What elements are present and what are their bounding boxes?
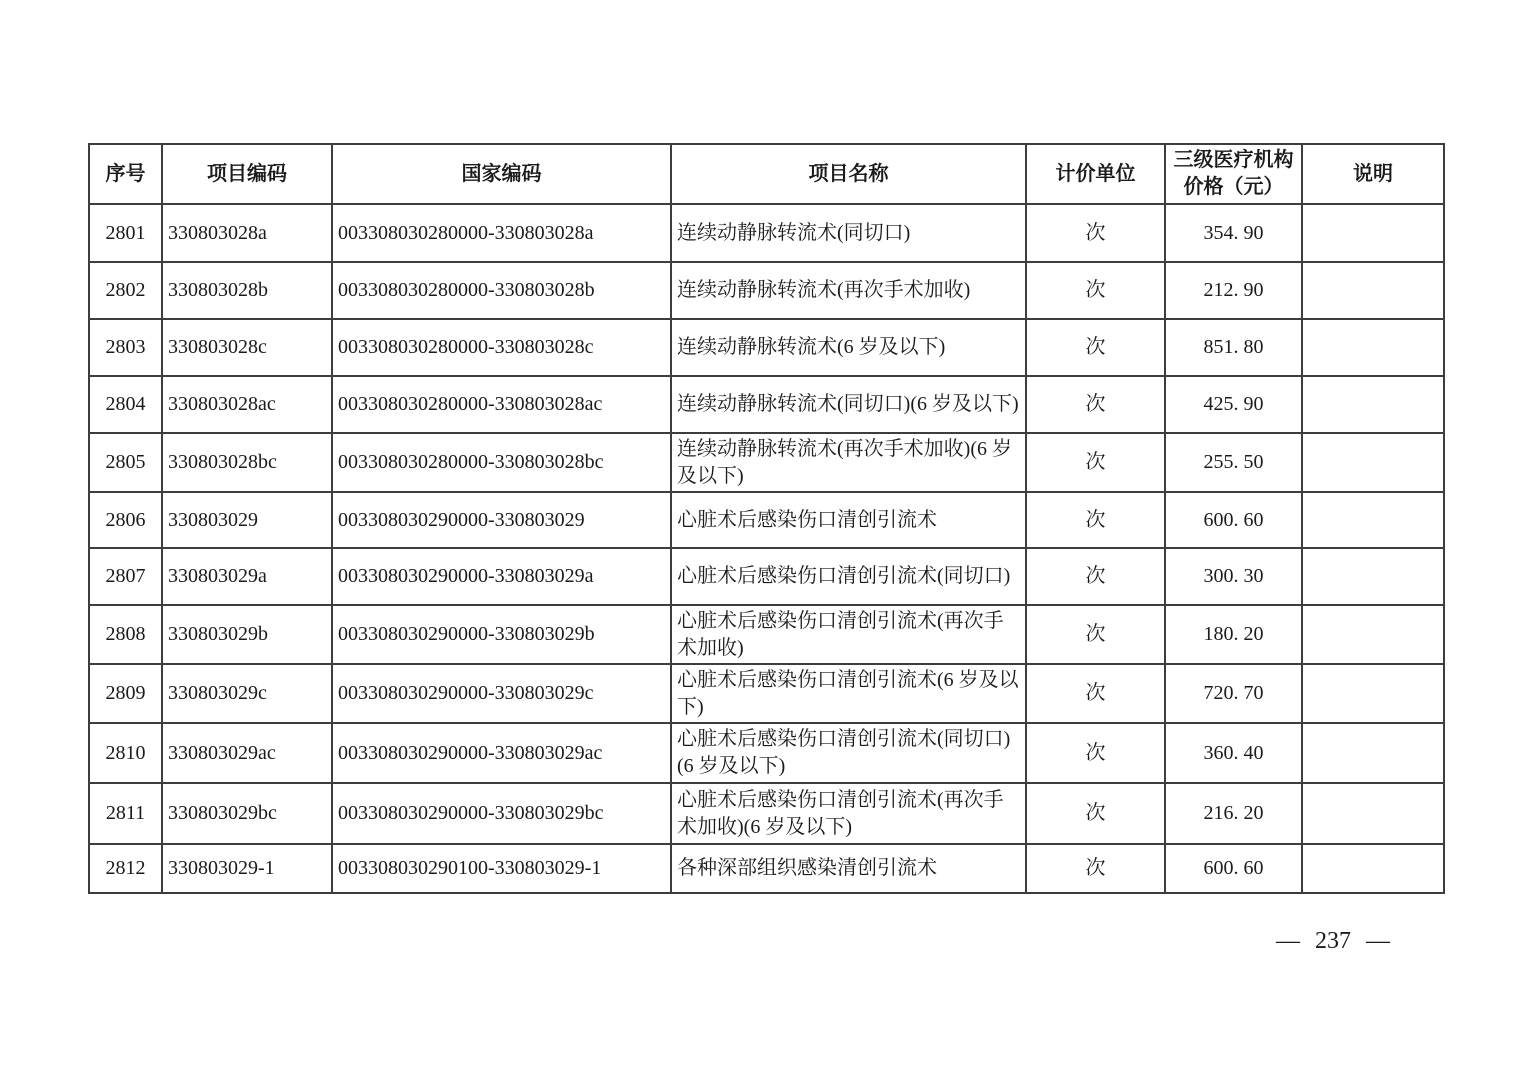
cell-national-code: 003308030280000-330803028b	[332, 262, 671, 319]
cell-price: 216. 20	[1165, 783, 1302, 844]
cell-price: 600. 60	[1165, 844, 1302, 893]
cell-price: 600. 60	[1165, 492, 1302, 548]
header-seq: 序号	[89, 144, 162, 204]
table-row	[89, 723, 1444, 783]
cell-item-code: 330803029-1	[162, 844, 332, 893]
cell-seq: 2803	[89, 319, 162, 376]
cell-seq: 2811	[89, 783, 162, 844]
cell-national-code: 003308030280000-330803028ac	[332, 376, 671, 433]
cell-note	[1302, 492, 1444, 548]
cell-item-code: 330803029ac	[162, 723, 332, 783]
cell-seq: 2808	[89, 605, 162, 664]
cell-item-code: 330803029bc	[162, 783, 332, 844]
cell-item-name: 各种深部组织感染清创引流术	[671, 844, 1026, 893]
table-header	[89, 144, 1444, 204]
cell-note	[1302, 548, 1444, 605]
table-row	[89, 664, 1444, 723]
cell-national-code: 003308030280000-330803028a	[332, 204, 671, 262]
cell-national-code: 003308030280000-330803028c	[332, 319, 671, 376]
header-note: 说明	[1302, 144, 1444, 204]
cell-note	[1302, 262, 1444, 319]
cell-national-code: 003308030290000-330803029	[332, 492, 671, 548]
table-row	[89, 783, 1444, 844]
table-row	[89, 262, 1444, 319]
cell-seq: 2812	[89, 844, 162, 893]
cell-national-code: 003308030280000-330803028bc	[332, 433, 671, 492]
cell-price: 354. 90	[1165, 204, 1302, 262]
page-number-value: 237	[1315, 928, 1351, 954]
cell-note	[1302, 376, 1444, 433]
table-row	[89, 492, 1444, 548]
table-row	[89, 376, 1444, 433]
cell-note	[1302, 664, 1444, 723]
cell-price: 300. 30	[1165, 548, 1302, 605]
cell-national-code: 003308030290000-330803029bc	[332, 783, 671, 844]
cell-item-code: 330803029b	[162, 605, 332, 664]
cell-note	[1302, 723, 1444, 783]
cell-item-name: 心脏术后感染伤口清创引流术(6 岁及以下)	[671, 664, 1026, 723]
cell-seq: 2807	[89, 548, 162, 605]
cell-unit: 次	[1026, 262, 1165, 319]
cell-note	[1302, 433, 1444, 492]
cell-unit: 次	[1026, 319, 1165, 376]
cell-national-code: 003308030290000-330803029a	[332, 548, 671, 605]
cell-item-code: 330803028a	[162, 204, 332, 262]
table-row	[89, 433, 1444, 492]
cell-price: 360. 40	[1165, 723, 1302, 783]
cell-item-name: 心脏术后感染伤口清创引流术(再次手术加收)(6 岁及以下)	[671, 783, 1026, 844]
cell-item-name: 连续动静脉转流术(6 岁及以下)	[671, 319, 1026, 376]
cell-item-code: 330803029a	[162, 548, 332, 605]
cell-item-name: 心脏术后感染伤口清创引流术(同切口)	[671, 548, 1026, 605]
cell-unit: 次	[1026, 664, 1165, 723]
table-body	[89, 204, 1444, 893]
cell-price: 255. 50	[1165, 433, 1302, 492]
cell-item-name: 心脏术后感染伤口清创引流术	[671, 492, 1026, 548]
cell-unit: 次	[1026, 433, 1165, 492]
cell-item-code: 330803029	[162, 492, 332, 548]
cell-seq: 2805	[89, 433, 162, 492]
cell-item-code: 330803028ac	[162, 376, 332, 433]
cell-seq: 2810	[89, 723, 162, 783]
cell-seq: 2809	[89, 664, 162, 723]
cell-price: 180. 20	[1165, 605, 1302, 664]
table-row	[89, 204, 1444, 262]
cell-unit: 次	[1026, 204, 1165, 262]
cell-price: 720. 70	[1165, 664, 1302, 723]
table-row	[89, 548, 1444, 605]
cell-note	[1302, 319, 1444, 376]
cell-national-code: 003308030290000-330803029b	[332, 605, 671, 664]
page-number-dash-left: —	[1276, 928, 1300, 954]
cell-seq: 2801	[89, 204, 162, 262]
table-row	[89, 319, 1444, 376]
cell-note	[1302, 204, 1444, 262]
cell-note	[1302, 605, 1444, 664]
price-table	[88, 143, 1445, 894]
cell-seq: 2802	[89, 262, 162, 319]
cell-national-code: 003308030290100-330803029-1	[332, 844, 671, 893]
cell-price: 851. 80	[1165, 319, 1302, 376]
cell-unit: 次	[1026, 723, 1165, 783]
header-item-name: 项目名称	[671, 144, 1026, 204]
cell-item-name: 心脏术后感染伤口清创引流术(同切口)(6 岁及以下)	[671, 723, 1026, 783]
header-national-code: 国家编码	[332, 144, 671, 204]
cell-price: 425. 90	[1165, 376, 1302, 433]
header-price: 三级医疗机构价格（元）	[1165, 144, 1302, 204]
page-number	[1276, 928, 1390, 955]
cell-unit: 次	[1026, 783, 1165, 844]
cell-note	[1302, 783, 1444, 844]
cell-item-code: 330803028c	[162, 319, 332, 376]
cell-item-name: 连续动静脉转流术(再次手术加收)	[671, 262, 1026, 319]
header-unit: 计价单位	[1026, 144, 1165, 204]
header-row	[89, 144, 1444, 204]
page-number-dash-right: —	[1366, 928, 1390, 954]
table-row	[89, 844, 1444, 893]
cell-item-name: 连续动静脉转流术(再次手术加收)(6 岁及以下)	[671, 433, 1026, 492]
cell-unit: 次	[1026, 844, 1165, 893]
cell-national-code: 003308030290000-330803029c	[332, 664, 671, 723]
header-item-code: 项目编码	[162, 144, 332, 204]
cell-item-code: 330803028bc	[162, 433, 332, 492]
cell-note	[1302, 844, 1444, 893]
cell-national-code: 003308030290000-330803029ac	[332, 723, 671, 783]
cell-item-name: 心脏术后感染伤口清创引流术(再次手术加收)	[671, 605, 1026, 664]
cell-seq: 2806	[89, 492, 162, 548]
cell-item-name: 连续动静脉转流术(同切口)(6 岁及以下)	[671, 376, 1026, 433]
cell-price: 212. 90	[1165, 262, 1302, 319]
cell-seq: 2804	[89, 376, 162, 433]
cell-unit: 次	[1026, 492, 1165, 548]
cell-unit: 次	[1026, 548, 1165, 605]
table-row	[89, 605, 1444, 664]
cell-unit: 次	[1026, 605, 1165, 664]
cell-item-name: 连续动静脉转流术(同切口)	[671, 204, 1026, 262]
cell-item-code: 330803028b	[162, 262, 332, 319]
cell-item-code: 330803029c	[162, 664, 332, 723]
cell-unit: 次	[1026, 376, 1165, 433]
